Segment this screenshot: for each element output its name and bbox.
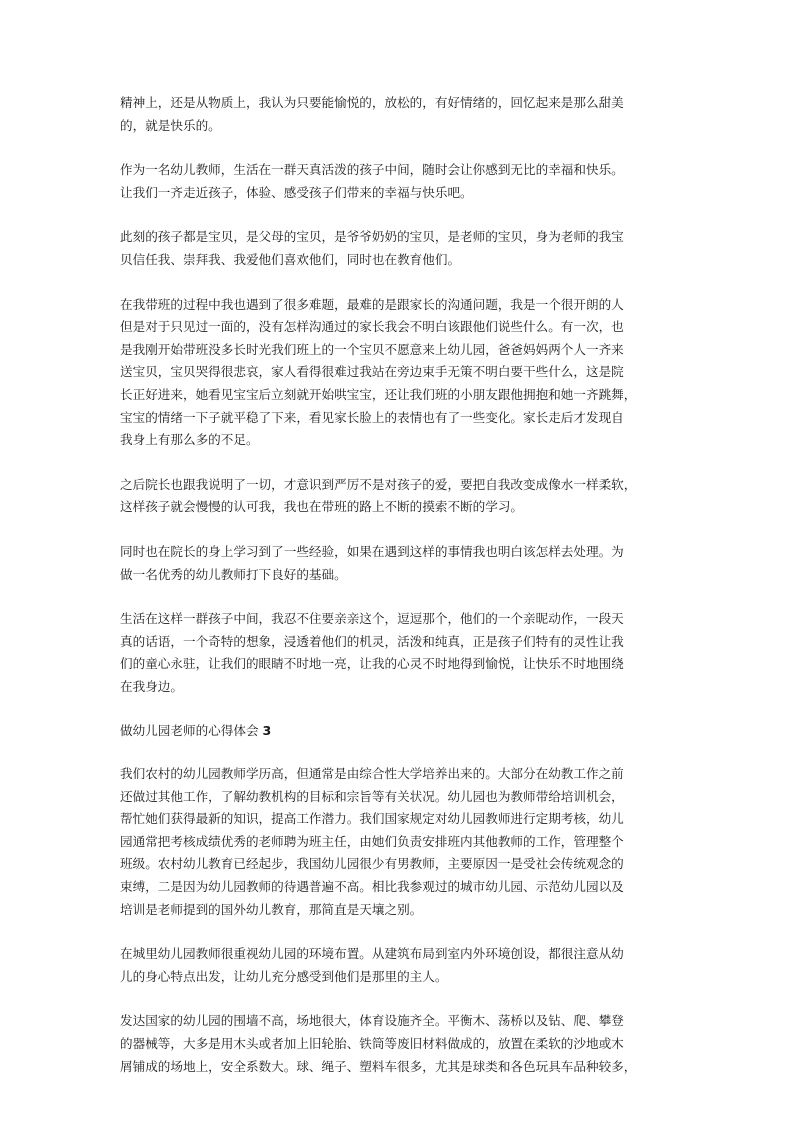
paragraph-6: 同时也在院长的身上学习到了一些经验，如果在遇到这样的事情我也明白该怎样去处理。为 做一名优秀的幼儿教师打下良好的基础。 [120, 543, 624, 582]
paragraph-8: 我们农村的幼儿园教师学历高，但通常是由综合性大学培养出来的。大部分在幼教工作之前 还做过其他工作，了解幼教机构的目标和宗旨等有关状况。幼儿园也为教师带给培训机会， 帮忙她们获得最新的知识，提高工作潜力。我们国家规定对幼儿园教师进行定期考核，幼儿 园通常把考核成绩优秀的老师聘为班主任，由她们负责安排班内其他教师的工作，管理整个 班级。农村幼儿教育已经起步，我国幼儿园很少有男教师，主要原因一是受社会传统观念的 束缚，二是因为幼儿园教师的待遇普遍不高。相比我参观过的城市幼儿园、示范幼儿园以及 培训是老师提到的国外幼儿教育，那简直是天壤之别。 [120, 766, 624, 917]
paragraph-1: 精神上，还是从物质上，我认为只要能愉悦的，放松的，有好情绪的，回忆起来是那么甜美 的，就是快乐的。 [120, 95, 624, 133]
section-heading [120, 720, 676, 743]
paragraph-10: 发达国家的幼儿园的围墙不高，场地很大，体育设施齐全。平衡木、荡桥以及钻、爬、攀登 的器械等，大多是用木头或者加上旧轮胎、铁筒等废旧材料做成的，放置在柔软的沙地或木 屑铺成的场地上，安全系数大。球、绳子、塑料车很多，尤其是球类和各色玩具车品种较多， [120, 1013, 637, 1074]
paragraph-4: 在我带班的过程中我也遇到了很多难题，最难的是跟家长的沟通问题，我是一个很开朗的人 但是对于只见过一面的，没有怎样沟通过的家长我会不明白该跟他们说些什么。有一次，也 是我刚开始带班没多长时光我们班上的一个宝贝不愿意来上幼儿园，爸爸妈妈两个人一齐来 送宝贝，宝贝哭得很悲哀，家人看得很难过我站在旁边束手无策不明白要干些什么，这是院 长正好进来，她看见宝宝后立刻就开始哄宝宝，还让我们班的小朋友跟他拥抱和她一齐跳舞， 宝宝的情绪一下子就平稳了下来，看见家长脸上的表情也有了一些变化。家长走后才发现自 我身上有那么多的不足。 [120, 296, 637, 448]
paragraph-9: 在城里幼儿园教师很重视幼儿园的环境布置。从建筑布局到室内外环境创设，都很注意从幼 儿的身心特点出发，让幼儿充分感受到他们是那里的主人。 [120, 946, 624, 984]
paragraph-7: 生活在这样一群孩子中间，我忍不住要亲亲这个，逗逗那个，他们的一个亲昵动作，一段天 真的话语，一个奇特的想象，浸透着他们的机灵，活泼和纯真，正是孩子们特有的灵性让我 们的童心永驻，让我们的眼睛不时地一亮，让我的心灵不时地得到愉悦，让快乐不时地围绕 在我身边。 [120, 611, 624, 694]
document-page [120, 92, 676, 1100]
paragraph-3: 此刻的孩子都是宝贝，是父母的宝贝，是爷爷奶奶的宝贝，是老师的宝贝，身为老师的我宝 贝信任我、崇拜我、我爱他们喜欢他们，同时也在教育他们。 [120, 229, 624, 267]
section-heading-number: 3 [262, 723, 272, 739]
paragraph-2: 作为一名幼儿教师，生活在一群天真活泼的孩子中间，随时会让你感到无比的幸福和快乐。 让我们一齐走近孩子，体验、感受孩子们带来的幸福与快乐吧。 [120, 162, 624, 200]
section-heading-text: 做幼儿园老师的心得体会 [120, 723, 259, 739]
paragraph-5: 之后院长也跟我说明了一切，才意识到严厉不是对孩子的爱，要把自我改变成像水一样柔软， 这样孩子就会慢慢的认可我，我也在带班的路上不断的摸索不断的学习。 [120, 476, 637, 515]
